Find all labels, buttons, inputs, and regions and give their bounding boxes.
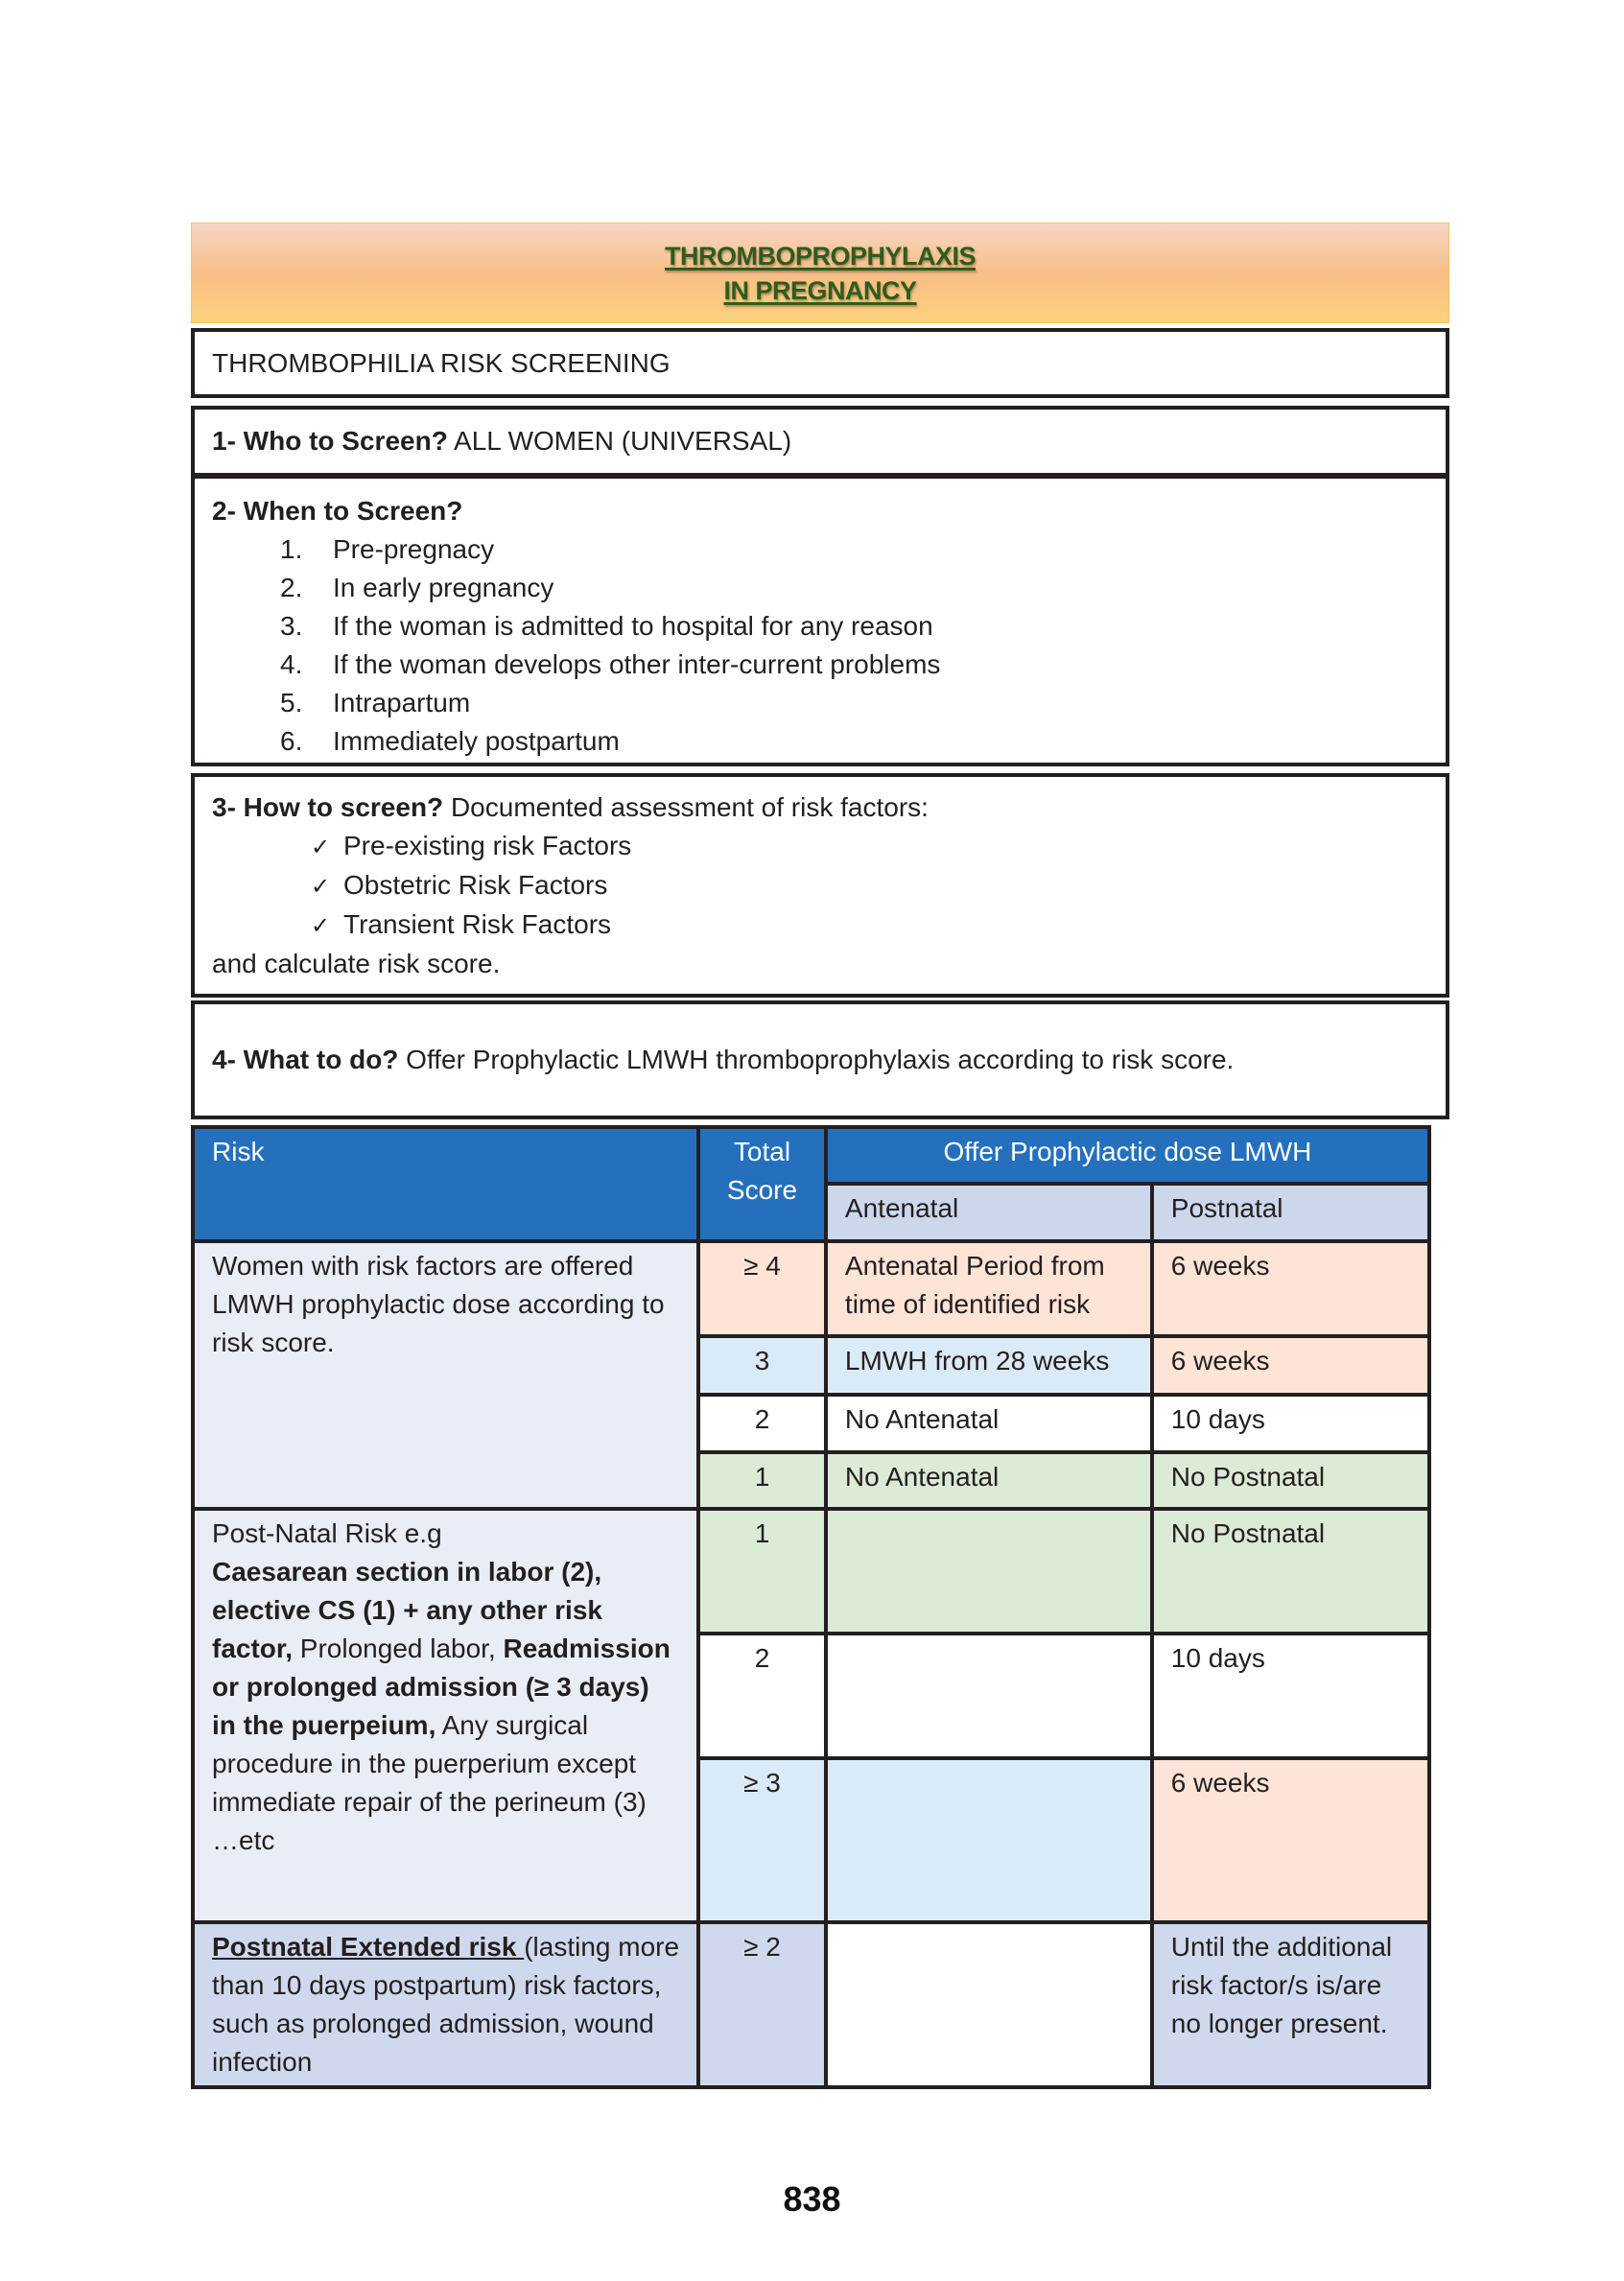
score-cell: 2	[698, 1634, 826, 1758]
risk-score-table	[191, 1125, 1431, 2089]
list-item	[212, 530, 1446, 569]
postnatal-risk-text-surgical: Any surgical procedure in the puerperium except immediate repair of the perineum (3) …etc	[212, 1710, 654, 1855]
header-antenatal: Antenatal	[826, 1184, 1152, 1241]
risk-description-postnatal	[193, 1509, 698, 1922]
how-label: 3- How to screen?	[212, 792, 444, 822]
risk-description-general: Women with risk factors are offered LMWH prophylactic dose according to risk score.	[193, 1241, 698, 1509]
list-number: 6.	[280, 726, 303, 756]
list-item	[212, 827, 1446, 866]
score-cell: 2	[698, 1395, 826, 1452]
postnatal-cell: 10 days	[1152, 1634, 1429, 1758]
score-cell: 3	[698, 1336, 826, 1395]
antenatal-cell: No Antenatal	[826, 1395, 1152, 1452]
antenatal-cell: LMWH from 28 weeks	[826, 1336, 1152, 1395]
list-text: If the woman develops other inter-current problems	[333, 649, 941, 679]
list-item	[212, 866, 1446, 905]
list-item	[212, 684, 1446, 722]
table-header-row	[193, 1127, 1429, 1184]
page-title-line1: THROMBOPROPHYLAXIS	[664, 241, 977, 270]
postnatal-cell: No Postnatal	[1152, 1452, 1429, 1509]
list-number: 3.	[280, 611, 303, 641]
list-item	[212, 646, 1446, 684]
page-title-line2: IN PREGNANCY	[723, 275, 917, 305]
postnatal-cell: 6 weeks	[1152, 1241, 1429, 1336]
list-text: Transient Risk Factors	[343, 909, 612, 939]
antenatal-cell	[826, 1634, 1152, 1758]
list-item	[212, 607, 1446, 646]
header-offer-lmwh: Offer Prophylactic dose LMWH	[826, 1127, 1429, 1184]
extended-risk-label: Postnatal Extended risk	[212, 1932, 525, 1962]
postnatal-cell: 10 days	[1152, 1395, 1429, 1452]
score-cell: 1	[698, 1509, 826, 1634]
header-risk: Risk	[193, 1127, 698, 1241]
antenatal-cell	[826, 1758, 1152, 1922]
risk-factor-checklist	[212, 827, 1446, 945]
list-item	[212, 905, 1446, 945]
postnatal-risk-intro: Post-Natal Risk e.g	[212, 1518, 442, 1548]
header-postnatal: Postnatal	[1152, 1184, 1429, 1241]
header-score-line1: Total	[733, 1137, 791, 1166]
list-text: Pre-pregnacy	[333, 534, 495, 564]
how-footer: and calculate risk score.	[212, 949, 501, 978]
header-score-line2: Score	[726, 1175, 798, 1205]
what-text: Offer Prophylactic LMWH thromboprophylaxis according to risk score.	[398, 1045, 1235, 1074]
postnatal-risk-bold-cs: Caesarean section in labor (2), elective CS (1) + any other risk factor,	[212, 1557, 602, 1663]
list-text: If the woman is admitted to hospital for any reason	[333, 611, 933, 641]
antenatal-cell	[826, 1509, 1152, 1634]
list-number: 2.	[280, 573, 303, 602]
list-text: Obstetric Risk Factors	[343, 870, 608, 900]
header-total-score	[698, 1127, 826, 1241]
page-title-banner	[191, 223, 1449, 323]
antenatal-cell: Antenatal Period from time of identified risk	[826, 1241, 1152, 1336]
who-label: 1- Who to Screen?	[212, 426, 448, 456]
list-item	[212, 722, 1446, 761]
list-number: 1.	[280, 534, 303, 564]
antenatal-cell	[826, 1922, 1152, 2087]
extended-risk-text: (lasting more than 10 days postpartum) risk factors, such as prolonged admission, wound infection	[212, 1932, 680, 2077]
list-text: In early pregnancy	[333, 573, 554, 602]
screening-heading-box	[191, 328, 1449, 398]
when-list	[212, 530, 1446, 761]
score-cell: ≥ 2	[698, 1922, 826, 2087]
list-text: Pre-existing risk Factors	[343, 831, 632, 860]
score-cell: ≥ 4	[698, 1241, 826, 1336]
antenatal-cell: No Antenatal	[826, 1452, 1152, 1509]
who-to-screen-box	[191, 406, 1449, 477]
list-text: Immediately postpartum	[333, 726, 620, 756]
when-to-screen-box	[191, 475, 1449, 766]
what-label: 4- What to do?	[212, 1045, 399, 1074]
how-to-screen-box	[191, 773, 1449, 998]
when-label: 2- When to Screen?	[212, 496, 463, 526]
risk-description-extended	[193, 1922, 698, 2087]
checkmark-icon: ✓	[311, 834, 331, 860]
score-cell: ≥ 3	[698, 1758, 826, 1922]
postnatal-cell: 6 weeks	[1152, 1336, 1429, 1395]
checkmark-icon: ✓	[311, 912, 331, 939]
page-number: 838	[783, 2179, 841, 2219]
what-to-do-box	[191, 1000, 1449, 1119]
list-item	[212, 569, 1446, 607]
how-text: Documented assessment of risk factors:	[443, 792, 929, 822]
postnatal-risk-bold-readmission: Readmission or prolonged admission (≥ 3 days) in the puerpeium,	[212, 1634, 671, 1740]
postnatal-cell: Until the additional risk factor/s is/are no longer present.	[1152, 1922, 1429, 2087]
list-number: 4.	[280, 649, 303, 679]
checkmark-icon: ✓	[311, 873, 331, 900]
table-row	[193, 1509, 1429, 1634]
postnatal-cell: 6 weeks	[1152, 1758, 1429, 1922]
who-text: ALL WOMEN (UNIVERSAL)	[447, 426, 792, 456]
table-row	[193, 1922, 1429, 2087]
list-number: 5.	[280, 688, 303, 717]
screening-heading: THROMBOPHILIA RISK SCREENING	[212, 347, 671, 378]
list-text: Intrapartum	[333, 688, 471, 717]
table-row	[193, 1241, 1429, 1336]
postnatal-cell: No Postnatal	[1152, 1509, 1429, 1634]
score-cell: 1	[698, 1452, 826, 1509]
postnatal-risk-text-labor: Prolonged labor,	[293, 1634, 504, 1663]
